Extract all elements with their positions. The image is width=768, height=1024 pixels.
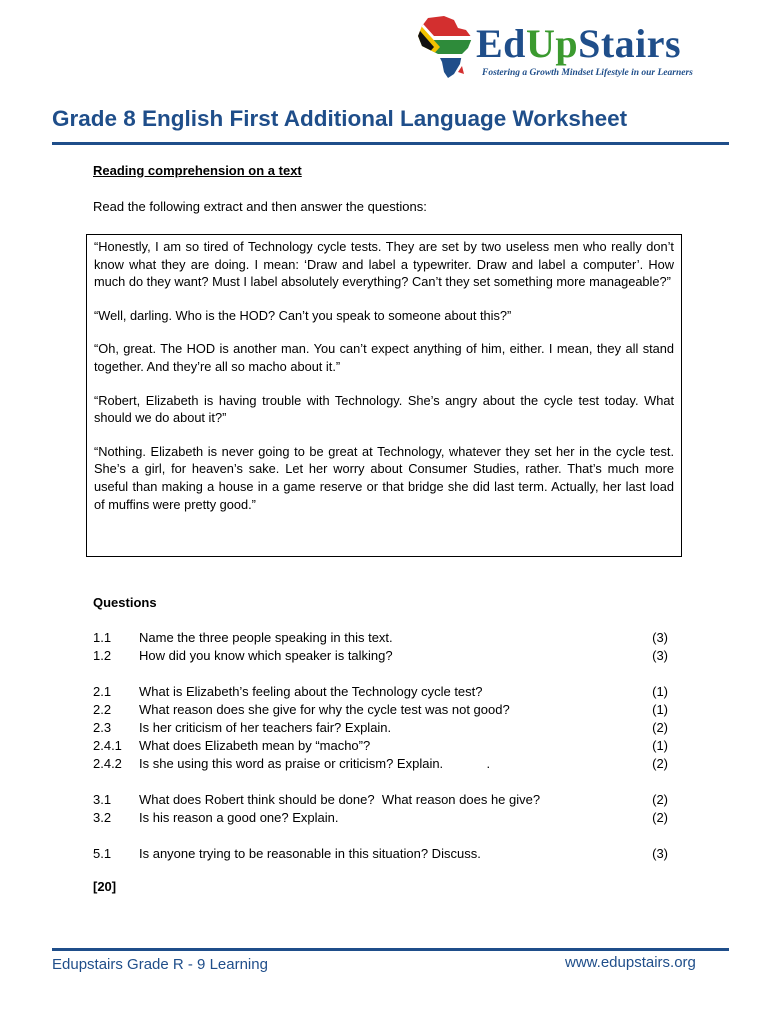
logo-tagline: Fostering a Growth Mindset Lifestyle in our Learners [482,68,693,78]
question-row [93,755,668,773]
question-text: Is her criticism of her teachers fair? Explain. [139,720,392,735]
page-title: Grade 8 English First Additional Language Worksheet [52,106,628,131]
question-text: What does Robert think should be done? What reason does he give? [139,792,541,807]
question-marks: (1) [652,684,668,699]
question-number: 3.2 [93,810,112,825]
question-number: 1.2 [93,648,112,663]
edupstairs-logo [414,14,734,84]
logo-wordmark-part: Up [525,21,579,66]
question-text: Is anyone trying to be reasonable in this situation? Discuss. [139,846,481,861]
question-row [93,647,668,665]
question-marks: (3) [652,846,668,861]
question-text: Is his reason a good one? Explain. [139,810,339,825]
footer-left-text: Edupstairs Grade R - 9 Learning [52,956,268,973]
question-row [93,719,668,737]
question-row [93,737,668,755]
question-text: Name the three people speaking in this text. [139,630,393,645]
question-marks: (1) [652,702,668,717]
question-marks: (2) [652,792,668,807]
question-marks: (3) [652,648,668,663]
question-row [93,845,668,863]
question-row [93,701,668,719]
question-number: 5.1 [93,846,112,861]
africa-flag-map-icon [414,14,476,80]
question-marks: (3) [652,630,668,645]
question-text: How did you know which speaker is talking? [139,648,393,663]
question-number: 2.1 [93,684,112,699]
logo-wordmark-part: Ed [476,21,526,66]
section-heading: Reading comprehension on a text [93,163,302,178]
extract-paragraph: “Honestly, I am so tired of Technology cycle tests. They are set by two useless men who really don’t know what they are doing. I mean: ‘Draw and label a typewriter. Draw and label a computer’. How much do they want? Must I label absolutely everything? Can’t they set something more manageable?” [94,239,674,290]
question-number: 2.3 [93,720,112,735]
question-number: 2.4.2 [93,756,122,771]
extract-paragraph: “Oh, great. The HOD is another man. You can’t expect anything of him, either. I mean, they all stand together. And they’re all so macho about it.” [94,341,674,374]
questions-heading: Questions [93,595,157,610]
question-row [93,809,668,827]
footer-website-link[interactable]: www.edupstairs.org [565,954,696,971]
question-row [93,629,668,647]
total-marks: [20] [93,879,117,894]
question-marks: (2) [652,756,668,771]
footer-divider [52,948,729,951]
question-row [93,791,668,809]
extract-paragraph: “Robert, Elizabeth is having trouble with Technology. She’s angry about the cycle test today. What should we do about it?” [94,392,674,426]
question-marks: (2) [652,810,668,825]
question-text: What reason does she give for why the cycle test was not good? [139,702,510,717]
extract-paragraph: “Well, darling. Who is the HOD? Can’t you speak to someone about this?” [94,307,512,323]
question-text: What is Elizabeth’s feeling about the Technology cycle test? [139,684,483,699]
question-number: 2.4.1 [93,738,122,753]
extract-box [86,234,682,557]
question-text: What does Elizabeth mean by “macho”? [139,738,371,753]
extract-paragraph: “Nothing. Elizabeth is never going to be great at Technology, whatever they set her in the cycle test. She’s a girl, for heaven’s sake. Let her worry about Consumer Studies, rather. That’s much more useful than making a house in a game reserve or that bridge she did last term. Actually, her last load of muffins were pretty good.” [94,443,674,512]
question-number: 2.2 [93,702,112,717]
question-number: 3.1 [93,792,112,807]
logo-wordmark-part: Stairs [578,21,682,66]
question-row [93,683,668,701]
header-divider [52,142,729,145]
question-marks: (2) [652,720,668,735]
question-number: 1.1 [93,630,112,645]
instruction-text: Read the following extract and then answer the questions: [93,199,427,214]
logo-wordmark [476,22,681,66]
question-text: Is she using this word as praise or criticism? Explain. . [139,756,491,771]
question-marks: (1) [652,738,668,753]
